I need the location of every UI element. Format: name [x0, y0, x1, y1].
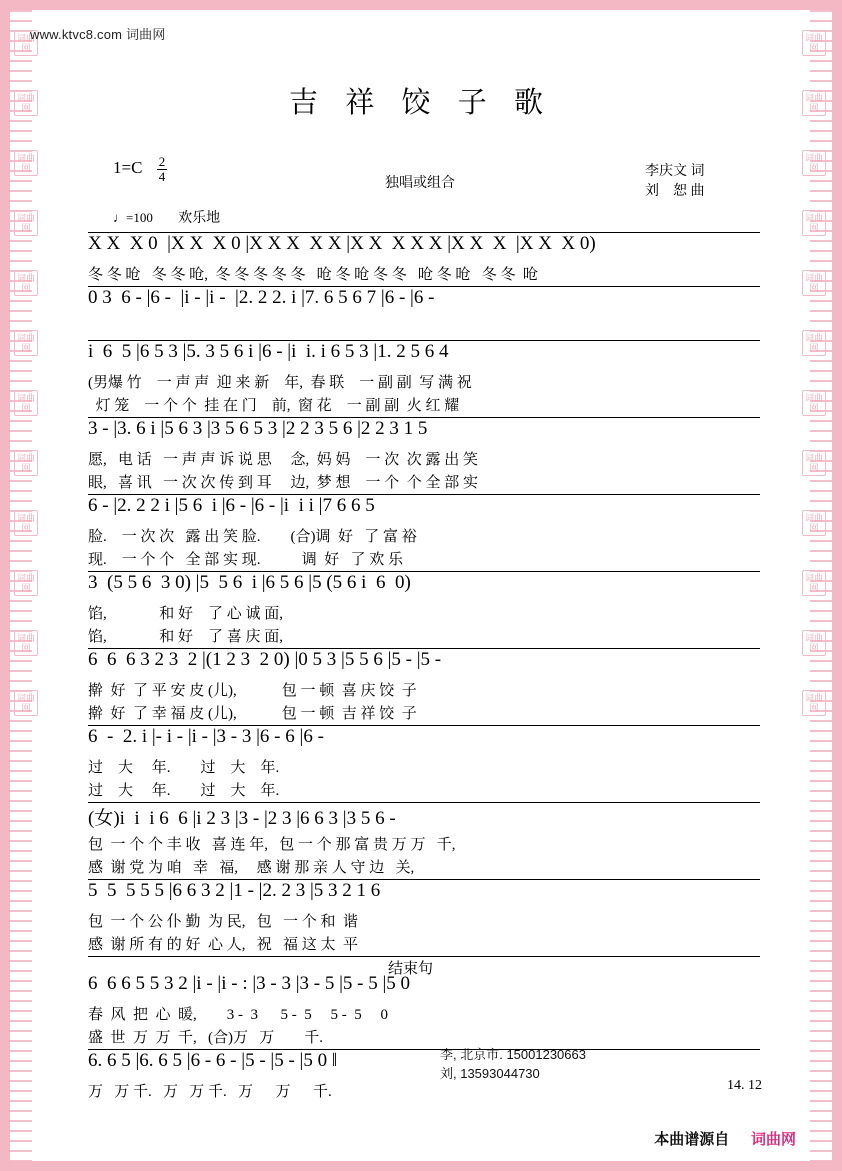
- tempo-value: ♩=100: [113, 210, 153, 225]
- score-system: [88, 340, 760, 417]
- tempo-marking: [113, 207, 220, 227]
- lyric-row: 馅, 和 好 了 喜 庆 面,: [88, 629, 284, 645]
- lyric-row: 感 谢 党 为 咱 幸 福, 感 谢 那 亲 人 守 边 关,: [88, 860, 415, 876]
- contact-line-1: 李, 北京市. 15001230663: [440, 1047, 586, 1062]
- score-system: [88, 417, 760, 494]
- watermark: 词曲网: [14, 630, 38, 656]
- ending-label: 结束句: [388, 961, 434, 977]
- score-system: [88, 802, 760, 879]
- note-row: 6 6 6 5 5 3 2 |i - |i - : |3 - 3 |3 - 5 |5 - 5 |5 0: [88, 973, 411, 994]
- watermark-column-right: [802, 30, 828, 716]
- lyric-row: 现. 一 个 个 全 部 实 现. 调 好 了 欢 乐: [88, 552, 404, 568]
- score-system: [88, 494, 760, 571]
- lyric-row: 眼, 喜 讯 一 次 次 传 到 耳 边, 梦 想 一 个 个 全 部 实: [88, 475, 479, 491]
- watermark: 词曲网: [14, 570, 38, 596]
- note-row: 0 3 6 - |6 - |i - |i - |2. 2 2. i |7. 6 5 6 7 |6 - |6 -: [88, 287, 435, 308]
- score-system: [88, 725, 760, 802]
- note-row: 6 - |2. 2 2 i |5 6 i |6 - |6 - |i i i |7 6 6 5: [88, 495, 375, 516]
- watermark: 词曲网: [802, 210, 826, 236]
- lyric-row: 感 谢 所 有 的 好 心 人, 祝 福 这 太 平: [88, 937, 359, 953]
- watermark: 词曲网: [14, 390, 38, 416]
- watermark: 词曲网: [14, 270, 38, 296]
- note-row: 3 (5 5 6 3 0) |5 5 6 i |6 5 6 |5 (5 6 i 6 0): [88, 572, 411, 593]
- watermark: 词曲网: [14, 210, 38, 236]
- lyric-row: 馅, 和 好 了 心 诚 面,: [88, 606, 284, 622]
- lyric-row: 万 万 千. 万 万 千. 万 万 千.: [88, 1084, 332, 1100]
- note-row: 6. 6 5 |6. 6 5 |6 - 6 - |5 - |5 - |5 0 ‖: [88, 1050, 338, 1071]
- watermark-column-left: [14, 30, 40, 716]
- lyric-row: 冬 冬 呛 冬 冬 呛, 冬 冬 冬 冬 冬 呛 冬 呛 冬 冬 呛 冬 呛 冬 冬 呛: [88, 267, 539, 283]
- performance-note: 独唱或组合: [385, 176, 455, 191]
- page-title: 吉 祥 饺 子 歌: [288, 87, 553, 119]
- composer: 刘 恕 曲: [645, 184, 705, 199]
- watermark: 词曲网: [802, 450, 826, 476]
- watermark: 词曲网: [14, 510, 38, 536]
- score-system: [88, 571, 760, 648]
- note-row: (女)i i i 6 6 |i 2 3 |3 - |2 3 |6 6 3 |3 5 6 -: [88, 808, 396, 829]
- lyric-row: 擀 好 了 平 安 皮 (儿), 包 一 顿 喜 庆 饺 子: [88, 683, 417, 699]
- contact-line-2: 刘, 13593044730: [440, 1066, 540, 1081]
- score-system: [88, 1049, 760, 1103]
- score-system: [88, 879, 760, 956]
- music-score: [88, 232, 760, 1103]
- lyric-row: 擀 好 了 幸 福 皮 (儿), 包 一 顿 吉 祥 饺 子: [88, 706, 417, 722]
- note-row: X X X 0 |X X X 0 |X X X X X |X X X X X |X X X |X X X 0): [88, 233, 596, 254]
- contact-signature: [440, 1045, 586, 1083]
- score-system: [88, 648, 760, 725]
- watermark: 词曲网: [802, 150, 826, 176]
- site-url: www.ktvc8.com 词曲网: [30, 27, 166, 42]
- note-row: 3 - |3. 6 i |5 6 3 |3 5 6 5 3 |2 2 3 5 6 |2 2 3 1 5: [88, 418, 428, 439]
- lyric-row: 包 一 个 公 仆 勤 为 民, 包 一 个 和 谐: [88, 914, 359, 930]
- lyric-row: 灯 笼 一 个 个 挂 在 门 前, 窗 花 一 副 副 火 红 耀: [88, 398, 460, 414]
- lyric-row: 盛 世 万 万 千, (合)万 万 千.: [88, 1030, 323, 1046]
- lyricist: 李庆文 词: [645, 164, 705, 179]
- watermark: 词曲网: [14, 330, 38, 356]
- footer: [654, 1128, 796, 1149]
- mood-marking: 欢乐地: [178, 211, 221, 226]
- lyric-row: 脸. 一 次 次 露 出 笑 脸. (合)调 好 了 富 裕: [88, 529, 417, 545]
- watermark: 词曲网: [802, 510, 826, 536]
- key-signature-text: 1=C: [113, 158, 143, 178]
- lyric-row: 愿, 电 话 一 声 声 诉 说 思 念, 妈 妈 一 次 次 露 出 笑: [88, 452, 479, 468]
- watermark: 词曲网: [802, 330, 826, 356]
- lyric-row: [88, 317, 760, 340]
- score-system: [88, 232, 760, 286]
- note-row: 6 - 2. i |- i - |i - |3 - 3 |6 - 6 |6 -: [88, 726, 324, 747]
- watermark: 词曲网: [14, 150, 38, 176]
- watermark: 词曲网: [802, 690, 826, 716]
- watermark: 词曲网: [802, 630, 826, 656]
- note-row: 6 6 6 3 2 3 2 |(1 2 3 2 0) |0 5 3 |5 5 6 |5 - |5 -: [88, 649, 442, 670]
- watermark: 词曲网: [802, 30, 826, 56]
- score-system: [88, 956, 760, 1049]
- lyric-row: 包 一 个 个 丰 收 喜 连 年, 包 一 个 那 富 贵 万 万 千,: [88, 837, 456, 853]
- score-system: [88, 286, 760, 340]
- watermark: 词曲网: [802, 90, 826, 116]
- watermark: 词曲网: [14, 30, 38, 56]
- note-row: 5 5 5 5 5 |6 6 3 2 |1 - |2. 2 3 |5 3 2 1 6: [88, 880, 381, 901]
- lyric-row: 过 大 年. 过 大 年.: [88, 783, 280, 799]
- watermark: 词曲网: [802, 570, 826, 596]
- time-signature-numerator: 2: [158, 154, 166, 169]
- footer-brand[interactable]: 词曲网: [750, 1132, 796, 1148]
- lyric-row: (男爆 竹 一 声 声 迎 来 新 年, 春 联 一 副 副 写 满 祝: [88, 375, 472, 391]
- credits: [645, 162, 705, 202]
- lyric-row: 过 大 年. 过 大 年.: [88, 760, 280, 776]
- footer-text: 本曲谱源自: [654, 1132, 730, 1148]
- watermark: 词曲网: [14, 450, 38, 476]
- watermark: 词曲网: [802, 270, 826, 296]
- time-signature-denominator: 4: [158, 168, 166, 184]
- watermark: 词曲网: [14, 90, 38, 116]
- time-signature: [157, 155, 168, 183]
- lyric-row: 春 风 把 心 暖, 3 - 3 5 - 5 5 - 5 0: [88, 1007, 388, 1023]
- watermark: 词曲网: [14, 690, 38, 716]
- date-label: 14. 12: [727, 1078, 762, 1093]
- watermark: 词曲网: [802, 390, 826, 416]
- note-row: i 6 5 |6 5 3 |5. 3 5 6 i |6 - |i i. i 6 5 3 |1. 2 5 6 4: [88, 341, 449, 362]
- key-signature: [113, 155, 167, 183]
